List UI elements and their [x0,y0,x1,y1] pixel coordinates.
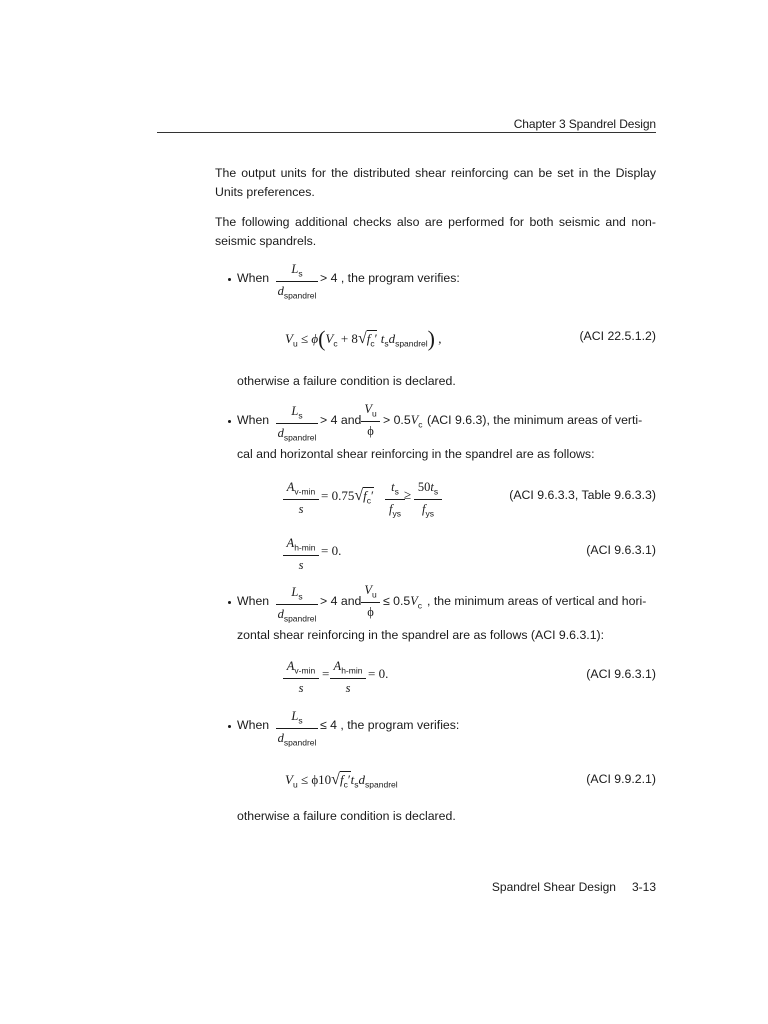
ref-aci-9-6-3-1: (ACI 9.6.3.1) [586,667,656,681]
bullet-1-when: When [237,271,270,285]
bullet-4-failure-note: otherwise a failure condition is declared. [237,809,456,823]
bullet-2-and: > 4 and [320,413,362,427]
fraction-vu-over-phi: $V_u$ ϕ [361,584,380,619]
page-footer [492,880,656,894]
ref-aci-9-9-2-1: (ACI 9.9.2.1) [586,772,656,786]
fraction-ah-min-over-s: $A_{h-min}$ s [330,660,366,695]
bullet-1-condition: > 4 , the program verifies: [320,271,460,285]
bullet-2-line-2: cal and horizontal shear reinforcing in the spandrel are as follows: [237,447,595,461]
fraction-ts-over-fys: $t_s$ $f_{ys}$ [385,481,405,518]
header-rule [157,132,656,133]
equation-ah-min-zero: = 0. [321,543,342,558]
equation-av-min: = $0.75√f_c'$ [321,487,374,506]
page-number: 3-13 [631,880,656,894]
bullet-2-line-1-end: (ACI 9.6.3), the minimum areas of verti- [427,413,643,427]
equation-shear-limit-deep: $V_u \le \phi 10√f_c't_sd_{spandrel}$ [285,771,398,790]
bullet-marker [228,420,231,423]
ref-aci-9-6-3-1: (ACI 9.6.3.1) [586,543,656,557]
bullet-4-condition: ≤ 4 , the program verifies: [320,718,460,732]
bullet-4-when: When [237,718,270,732]
equals-sign: = [322,666,330,681]
bullet-marker [228,725,231,728]
running-header: Chapter 3 Spandrel Design [513,117,656,131]
bullet-1-failure-note: otherwise a failure condition is declared. [237,374,456,388]
bullet-2-when: When [237,413,270,427]
geq-symbol: ≥ [404,487,412,502]
equation-shear-limit: $V_u \le \phi(V_c + 8√f_c'$ $t_sd_{spandrel}$) , [285,326,442,351]
fraction-ls-over-d: $L_s$ $d_{spandrel}$ [277,262,317,301]
bullet-2-vc-condition: > $0.5V_c$ [383,413,423,430]
bullet-marker [228,278,231,281]
fraction-50ts-over-fys: $50t_s$ $f_{ys}$ [414,481,442,518]
bullet-3-vc-condition: ≤ $0.5V_c$ [383,594,423,611]
bullet-3-line-1-end: , the minimum areas of vertical and hori- [427,594,647,608]
ref-aci-9-6-3-3: (ACI 9.6.3.3, Table 9.6.3.3) [509,488,656,502]
bullet-3-and: > 4 and [320,594,362,608]
fraction-ls-over-d: $L_s$ $d_{spandrel}$ [277,404,317,443]
bullet-3-line-2: zontal shear reinforcing in the spandrel are as follows (ACI 9.6.3.1): [237,628,605,642]
fraction-ls-over-d: $L_s$ $d_{spandrel}$ [277,709,317,748]
paragraph-output-units: The output units for the distributed shear reinforcing can be set in the Display Units preferences. [215,166,656,199]
fraction-av-min-over-s: $A_{v-min}$ s [283,481,319,516]
bullet-marker [228,601,231,604]
ref-aci-22-5-1-2: (ACI 22.5.1.2) [579,329,656,343]
equation-zero: = 0. [368,666,389,681]
fraction-ls-over-d: $L_s$ $d_{spandrel}$ [277,585,317,624]
footer-section: Spandrel Shear Design [491,880,616,894]
fraction-av-min-over-s: $A_{v-min}$ s [283,660,319,695]
fraction-ah-min-over-s: $A_{h-min}$ s [283,537,319,572]
bullet-3-when: When [237,594,270,608]
fraction-vu-over-phi: $V_u$ ϕ [361,403,380,438]
paragraph-additional-checks: The following additional checks also are performed for both seismic and non-seismic spandrels. [215,215,656,248]
